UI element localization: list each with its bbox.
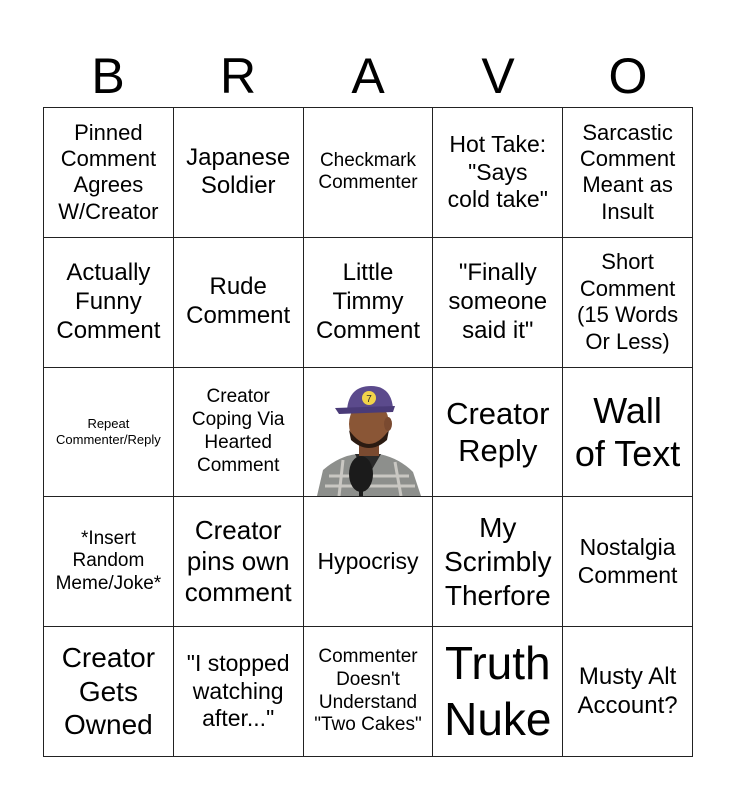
cell-label: Actually Funny Comment bbox=[56, 259, 161, 344]
bingo-cell[interactable] bbox=[304, 238, 434, 368]
bingo-cell[interactable] bbox=[174, 627, 304, 757]
bingo-cell[interactable] bbox=[44, 368, 174, 498]
cell-label: Creator Gets Owned bbox=[61, 642, 156, 741]
bingo-cell[interactable] bbox=[563, 497, 693, 627]
bingo-cell[interactable] bbox=[433, 497, 563, 627]
cell-label: Creator Coping Via Hearted Comment bbox=[191, 386, 285, 476]
cell-label: Japanese Soldier bbox=[186, 143, 291, 200]
bingo-cell[interactable] bbox=[563, 238, 693, 368]
bingo-cell[interactable] bbox=[174, 108, 304, 238]
bingo-cell[interactable] bbox=[174, 497, 304, 627]
bingo-cell[interactable] bbox=[174, 368, 304, 498]
bingo-cell[interactable] bbox=[563, 368, 693, 498]
bingo-cell[interactable] bbox=[304, 497, 434, 627]
bingo-cell[interactable] bbox=[304, 627, 434, 757]
header-letter-r: R bbox=[219, 48, 257, 104]
bingo-cell[interactable] bbox=[44, 238, 174, 368]
cell-label: Musty Alt Account? bbox=[577, 662, 678, 719]
bingo-cell[interactable] bbox=[563, 108, 693, 238]
cell-label: Checkmark Commenter bbox=[318, 149, 418, 194]
header-letter-b: B bbox=[91, 48, 125, 104]
bingo-cell[interactable] bbox=[433, 627, 563, 757]
bingo-cell[interactable] bbox=[433, 368, 563, 498]
cell-label: Creator Reply bbox=[446, 395, 550, 468]
cell-label: My Scrimbly Therfore bbox=[444, 512, 552, 611]
svg-text:7: 7 bbox=[366, 394, 372, 406]
bingo-cell[interactable] bbox=[304, 108, 434, 238]
cell-label: Sarcastic Comment Meant as Insult bbox=[579, 119, 676, 224]
cell-label: Truth Nuke bbox=[444, 637, 552, 745]
bingo-header bbox=[43, 46, 693, 106]
bingo-grid bbox=[43, 107, 693, 757]
bingo-cell[interactable] bbox=[174, 238, 304, 368]
cell-label: Short Comment (15 Words Or Less) bbox=[577, 249, 679, 354]
cell-label: "I stopped watching after..." bbox=[186, 650, 290, 732]
cell-label: "Finally someone said it" bbox=[448, 259, 548, 344]
cell-label: Creator pins own comment bbox=[184, 515, 292, 608]
bingo-cell[interactable] bbox=[44, 497, 174, 627]
cell-label: Little Timmy Comment bbox=[315, 259, 420, 344]
bingo-cell[interactable] bbox=[563, 627, 693, 757]
header-letter-a: A bbox=[351, 48, 385, 104]
cell-label: Hot Take: "Says cold take" bbox=[447, 131, 548, 213]
bingo-cell[interactable] bbox=[433, 108, 563, 238]
cell-label: Repeat Commenter/Reply bbox=[56, 416, 161, 447]
cell-label: Nostalgia Comment bbox=[577, 534, 678, 588]
cell-label: Rude Comment bbox=[186, 273, 291, 330]
free-space-cell[interactable] bbox=[304, 368, 434, 498]
bingo-cell[interactable] bbox=[44, 627, 174, 757]
header-letter-v: V bbox=[481, 48, 515, 104]
cell-label: Hypocrisy bbox=[317, 547, 419, 574]
cell-label: Wall of Text bbox=[574, 389, 681, 474]
free-space-photo bbox=[309, 378, 427, 496]
cell-label: Commenter Doesn't Understand "Two Cakes" bbox=[314, 646, 422, 736]
cell-label: *Insert Random Meme/Joke* bbox=[55, 527, 162, 595]
bingo-cell[interactable] bbox=[44, 108, 174, 238]
bingo-cell[interactable] bbox=[433, 238, 563, 368]
cell-label: Pinned Comment Agrees W/Creator bbox=[58, 119, 159, 224]
header-letter-o: O bbox=[608, 48, 648, 104]
